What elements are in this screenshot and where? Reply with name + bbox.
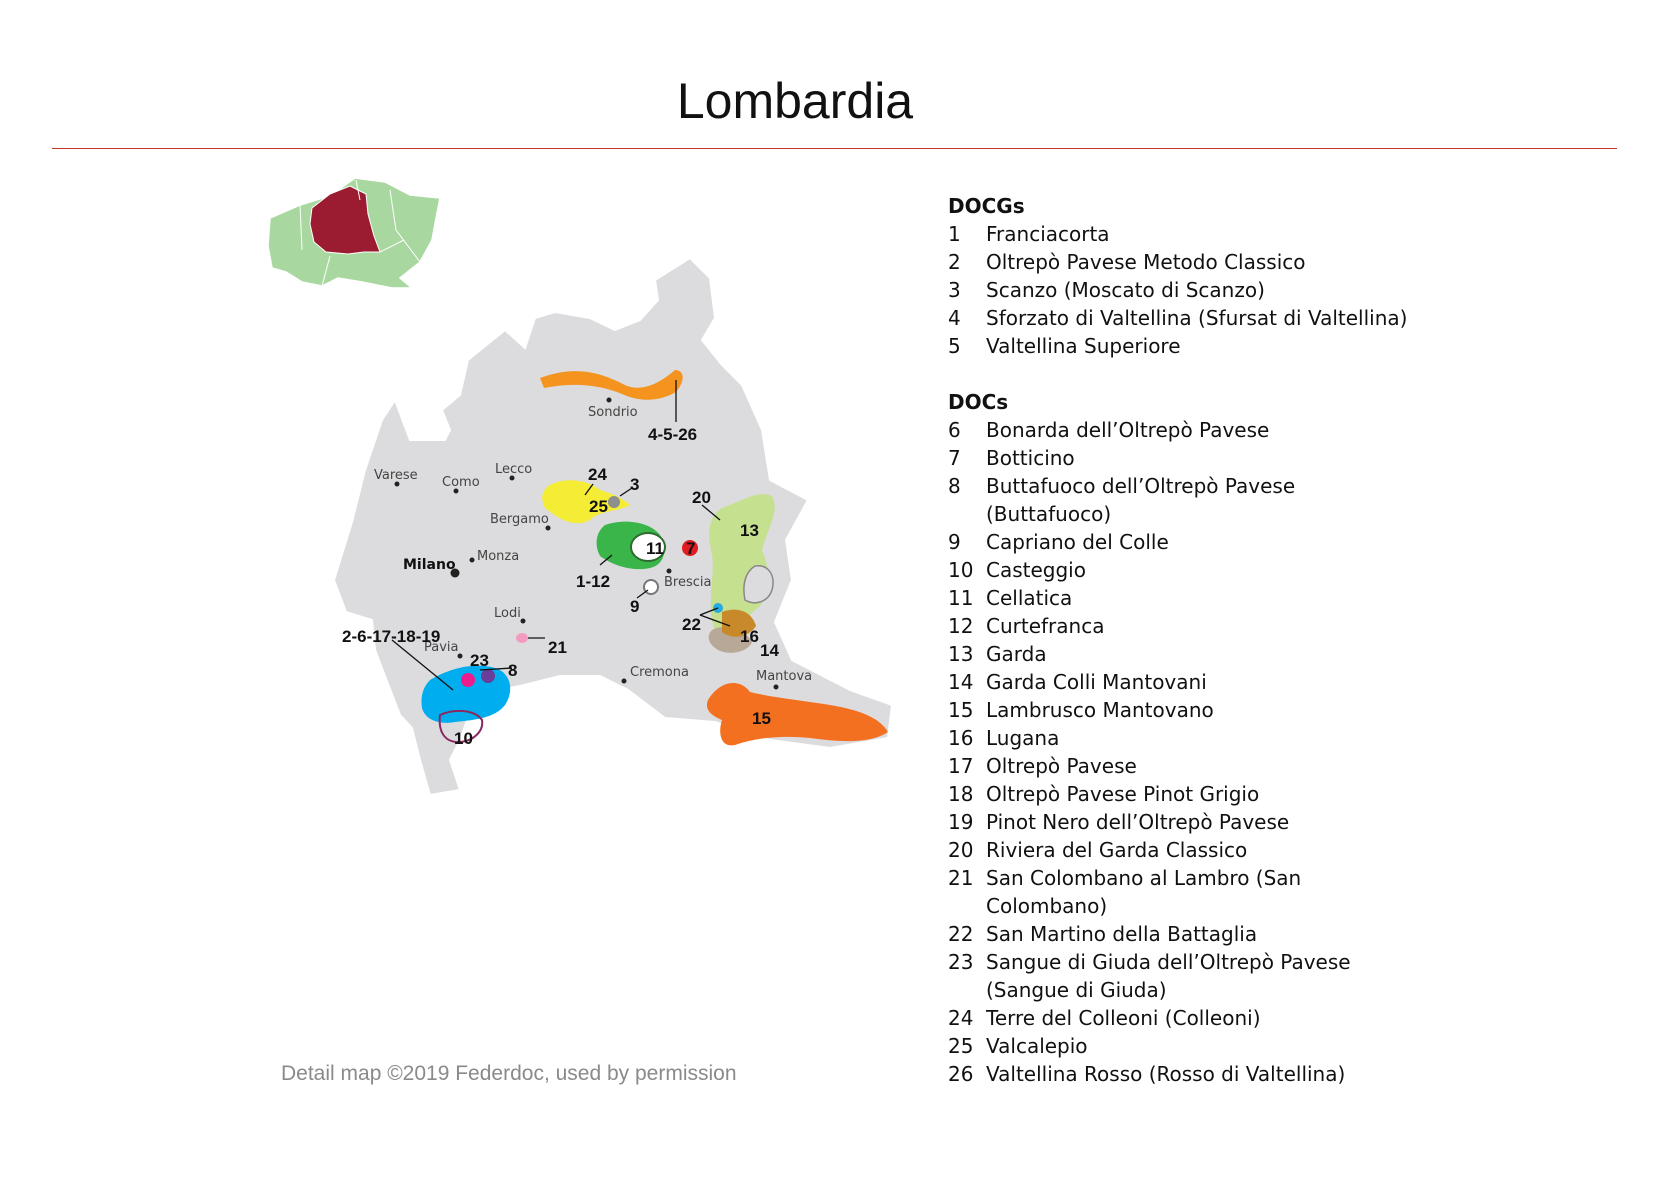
legend-item <box>948 668 1408 696</box>
legend-item-name: Capriano del Colle <box>986 530 1169 554</box>
legend-item-number: 3 <box>948 278 961 302</box>
legend-item-number: 5 <box>948 334 961 358</box>
city-label-sondrio: Sondrio <box>588 405 638 420</box>
city-label-mantova: Mantova <box>756 669 813 684</box>
legend-item-name: Valtellina Rosso (Rosso di Valtellina) <box>986 1062 1346 1086</box>
legend-item-name: Garda Colli Mantovani <box>986 670 1207 694</box>
legend-item <box>948 920 1408 948</box>
legend-item-name: Pinot Nero dell’Oltrepò Pavese <box>986 810 1290 834</box>
legend-item <box>948 752 1408 780</box>
legend-item <box>948 416 1408 444</box>
legend-item-name: Oltrepò Pavese <box>986 754 1137 778</box>
legend-item <box>948 248 1408 276</box>
legend-item-name: Garda <box>986 642 1047 666</box>
legend-item <box>948 1032 1408 1060</box>
zone-label: 9 <box>630 597 640 616</box>
legend-item-number: 6 <box>948 418 961 442</box>
legend-item-number: 17 <box>948 754 974 778</box>
zone-label: 2-6-17-18-19 <box>342 627 441 646</box>
legend-item <box>948 584 1408 612</box>
zone-buttafuoco <box>481 669 495 683</box>
legend-item-number: 19 <box>948 810 974 834</box>
legend-item-name: Buttafuoco dell’Oltrepò Pavese (Buttafuoco) <box>986 474 1296 526</box>
city-label-monza: Monza <box>477 549 520 564</box>
legend <box>948 192 1408 1088</box>
zone-scanzo <box>608 496 620 508</box>
zone-label: 3 <box>630 475 640 494</box>
legend-item-name: San Martino della Battaglia <box>986 922 1258 946</box>
legend-item-name: Terre del Colleoni (Colleoni) <box>986 1006 1261 1030</box>
zone-label: 7 <box>686 539 696 558</box>
legend-item-number: 11 <box>948 586 974 610</box>
legend-item <box>948 1060 1408 1088</box>
zone-label: 4-5-26 <box>648 425 698 444</box>
city-label-como: Como <box>442 475 480 490</box>
zone-label: 8 <box>508 661 518 680</box>
zone-label: 14 <box>760 641 779 660</box>
legend-item-number: 8 <box>948 474 961 498</box>
legend-item-name: Franciacorta <box>986 222 1110 246</box>
legend-item-name: Lugana <box>986 726 1060 750</box>
legend-item <box>948 836 1408 864</box>
legend-item-number: 12 <box>948 614 974 638</box>
city-label-pavia: Pavia <box>424 640 459 655</box>
doc-list <box>948 416 1408 1088</box>
legend-item-number: 1 <box>948 222 961 246</box>
legend-item-number: 16 <box>948 726 974 750</box>
legend-item-name: Cellatica <box>986 586 1073 610</box>
zone-label: 13 <box>740 521 759 540</box>
legend-item-name: San Colombano al Lambro (San Colombano) <box>986 866 1302 918</box>
zone-label: 22 <box>682 615 701 634</box>
legend-item-number: 21 <box>948 866 974 890</box>
city-label-cremona: Cremona <box>630 665 689 680</box>
legend-item <box>948 276 1408 304</box>
city-label-varese: Varese <box>374 468 418 483</box>
legend-item <box>948 948 1408 1004</box>
inset-map <box>268 178 440 288</box>
legend-item <box>948 528 1408 556</box>
legend-item-name: Bonarda dell’Oltrepò Pavese <box>986 418 1270 442</box>
legend-item-number: 26 <box>948 1062 974 1086</box>
legend-item-name: Riviera del Garda Classico <box>986 838 1248 862</box>
legend-item-number: 2 <box>948 250 961 274</box>
legend-item <box>948 612 1408 640</box>
legend-item <box>948 640 1408 668</box>
zone-label: 24 <box>588 465 607 484</box>
legend-item <box>948 556 1408 584</box>
zone-label: 11 <box>646 539 664 558</box>
legend-item <box>948 696 1408 724</box>
legend-item <box>948 444 1408 472</box>
legend-item-number: 10 <box>948 558 974 582</box>
legend-item <box>948 332 1408 360</box>
zone-label: 20 <box>692 488 711 507</box>
zone-label: 25 <box>589 497 608 516</box>
legend-item-name: Oltrepò Pavese Metodo Classico <box>986 250 1306 274</box>
legend-item-number: 4 <box>948 306 961 330</box>
legend-item-name: Botticino <box>986 446 1075 470</box>
page-title: Lombardia <box>676 73 914 129</box>
legend-item-number: 18 <box>948 782 974 806</box>
legend-item-name: Sforzato di Valtellina (Sfursat di Valtellina) <box>986 306 1408 330</box>
legend-item-number: 7 <box>948 446 961 470</box>
legend-item <box>948 808 1408 836</box>
legend-item-number: 15 <box>948 698 974 722</box>
city-label-lecco: Lecco <box>495 462 533 477</box>
legend-item <box>948 724 1408 752</box>
legend-item <box>948 472 1408 528</box>
legend-item-name: Scanzo (Moscato di Scanzo) <box>986 278 1265 302</box>
legend-item <box>948 780 1408 808</box>
legend-item <box>948 220 1408 248</box>
map-credit: Detail map ©2019 Federdoc, used by permission <box>281 1062 737 1085</box>
legend-item-number: 13 <box>948 642 974 666</box>
legend-item <box>948 1004 1408 1032</box>
city-label-bergamo: Bergamo <box>490 512 549 527</box>
legend-item-name: Valtellina Superiore <box>986 334 1181 358</box>
legend-item-number: 25 <box>948 1034 974 1058</box>
zone-label: 1-12 <box>576 572 611 591</box>
city-label-milano: Milano <box>403 557 456 573</box>
legend-item-name: Curtefranca <box>986 614 1105 638</box>
zone-garda-lake <box>744 566 773 603</box>
legend-item-name: Casteggio <box>986 558 1086 582</box>
legend-item-number: 24 <box>948 1006 974 1030</box>
legend-item-number: 23 <box>948 950 974 974</box>
legend-item-name: Valcalepio <box>986 1034 1088 1058</box>
legend-item <box>948 864 1408 920</box>
zone-label: 15 <box>752 709 771 728</box>
legend-item-number: 22 <box>948 922 974 946</box>
legend-item-name: Oltrepò Pavese Pinot Grigio <box>986 782 1260 806</box>
zone-label: 23 <box>470 651 489 670</box>
legend-heading-doc: DOCs <box>948 390 1009 414</box>
legend-item-number: 20 <box>948 838 974 862</box>
legend-heading-docg: DOCGs <box>948 194 1025 218</box>
legend-item-name: Lambrusco Mantovano <box>986 698 1214 722</box>
legend-item-name: Sangue di Giuda dell’Oltrepò Pavese (Sangue di Giuda) <box>986 950 1351 1002</box>
legend-item-number: 9 <box>948 530 961 554</box>
legend-item <box>948 304 1408 332</box>
legend-item-number: 14 <box>948 670 974 694</box>
zone-label: 21 <box>548 638 567 657</box>
zone-san-colombano <box>516 633 528 643</box>
city-label-brescia: Brescia <box>664 575 712 590</box>
docg-list <box>948 220 1408 360</box>
zone-label: 10 <box>454 729 473 748</box>
zone-sangue-di-giuda <box>461 673 475 687</box>
zone-label: 16 <box>740 627 759 646</box>
city-label-lodi: Lodi <box>494 606 521 621</box>
